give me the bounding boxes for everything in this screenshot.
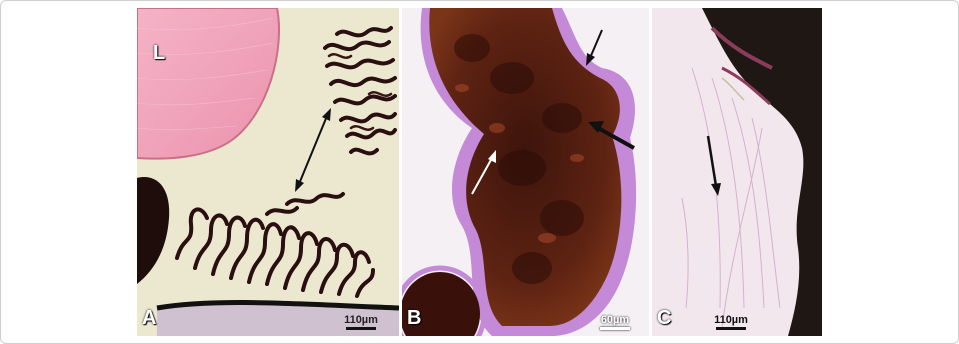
panel-c-micrograph (652, 8, 822, 336)
panel-a-scale-bar (337, 314, 385, 330)
panel-c-scale-line (716, 327, 746, 330)
panel-a-micrograph (137, 8, 399, 336)
panel-c-scale-text: 110µm (714, 314, 748, 326)
panel-a-scale-line (346, 327, 376, 330)
panel-a-image (137, 8, 399, 336)
panel-b-scale-text: 60µm (600, 314, 630, 326)
panel-b-image (402, 8, 649, 336)
panel-c-label: C (657, 307, 672, 329)
panel-c-scale-bar (706, 314, 756, 330)
lens-label: L (153, 42, 166, 64)
panel-b-label: B (407, 307, 422, 329)
panel-b-micrograph (402, 8, 649, 336)
panel-b-scale-bar (595, 314, 635, 330)
panel-a-label: A (142, 307, 157, 329)
panel-b-scale-line (600, 327, 630, 330)
panel-a-scale-text: 110µm (344, 314, 378, 326)
panel-c-image (652, 8, 822, 336)
